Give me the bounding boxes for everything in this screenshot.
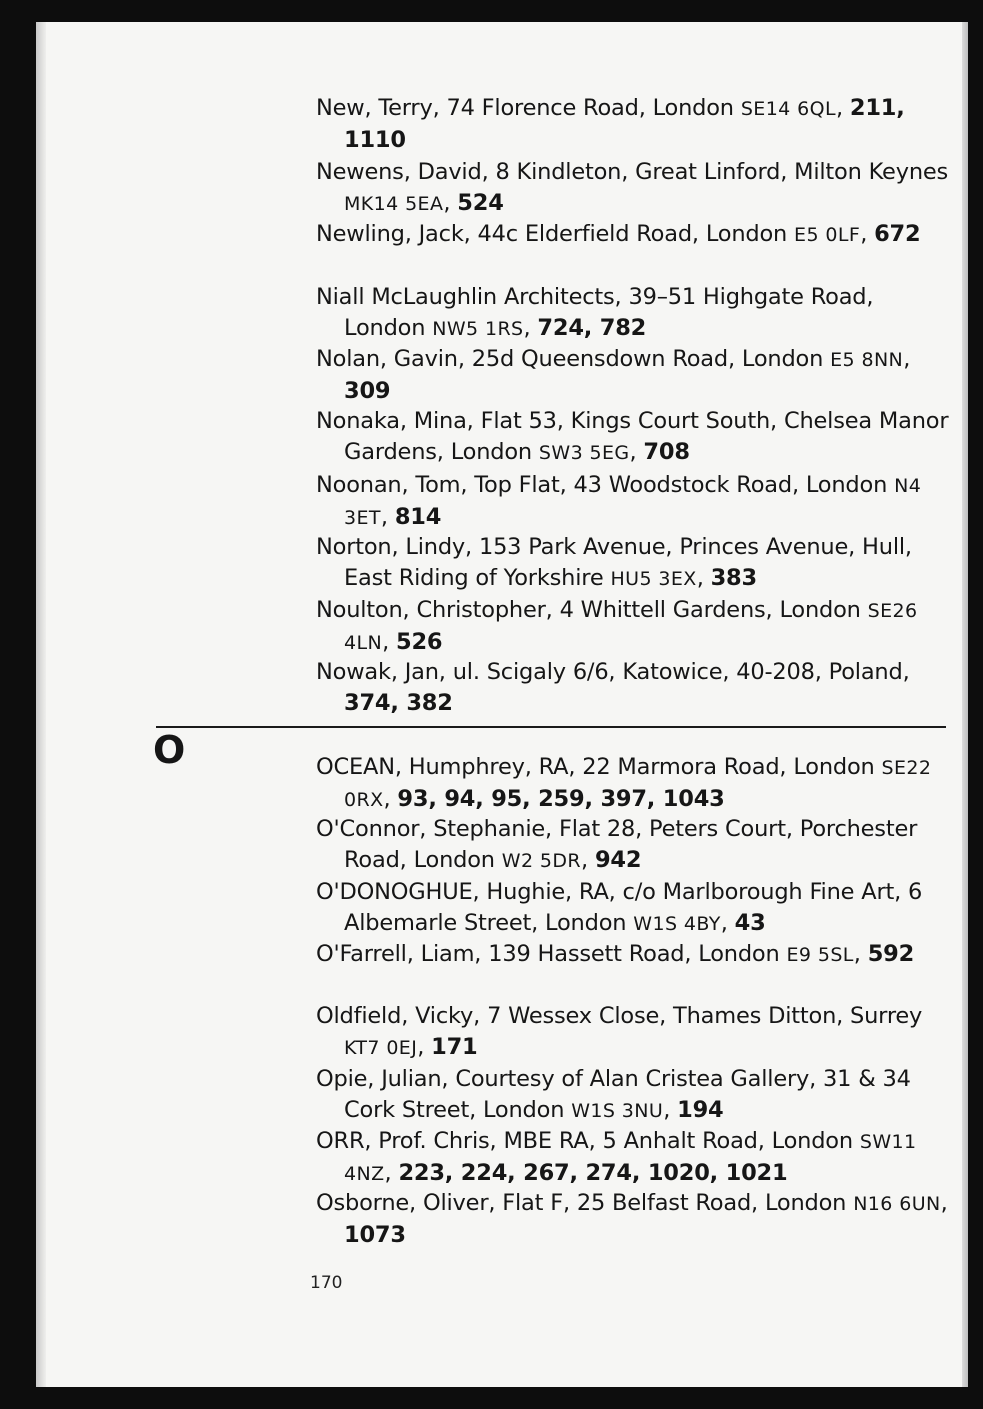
index-entry: Nonaka, Mina, Flat 53, Kings Court South, Chelsea Manor Gardens, London SW3 5EG, 708 — [316, 408, 949, 465]
entry-text: O'Connor, Stephanie, Flat 28, Peters Court, Porchester Road, London — [316, 816, 918, 873]
entry-postcode: W2 5DR — [501, 850, 582, 872]
index-entry: O'DONOGHUE, Hughie, RA, c/o Marlborough Fine Art, 6 Albemarle Street, London W1S 4BY, 43 — [316, 879, 923, 936]
index-entry: O'Connor, Stephanie, Flat 28, Peters Court, Porchester Road, London W2 5DR, 942 — [316, 816, 918, 873]
entry-text: Osborne, Oliver, Flat F, 25 Belfast Road, London — [316, 1190, 854, 1216]
index-entry: Newling, Jack, 44c Elderfield Road, London E5 0LF, 672 — [316, 221, 921, 247]
entry-text: Oldfield, Vicky, 7 Wessex Close, Thames Ditton, Surrey — [316, 1003, 923, 1029]
entry-text: Newens, David, 8 Kindleton, Great Linford, Milton Keynes — [316, 159, 949, 185]
entry-pages: 171 — [431, 1034, 478, 1060]
entry-postcode: SW11 4NZ — [344, 1131, 917, 1185]
entry-text: ORR, Prof. Chris, MBE RA, 5 Anhalt Road, London — [316, 1128, 860, 1154]
index-entry: Oldfield, Vicky, 7 Wessex Close, Thames Ditton, Surrey KT7 0EJ, 171 — [316, 1003, 923, 1060]
entry-text: Noonan, Tom, Top Flat, 43 Woodstock Road, London — [316, 472, 895, 498]
entry-postcode: SE14 6QL — [740, 98, 836, 120]
entry-text: New, Terry, 74 Florence Road, London — [316, 95, 741, 121]
index-entry: O'Farrell, Liam, 139 Hassett Road, London E9 5SL, 592 — [316, 941, 915, 967]
section-divider — [156, 726, 946, 728]
entry-postcode: SE22 0RX — [344, 757, 932, 811]
entry-text: O'DONOGHUE, Hughie, RA, c/o Marlborough Fine Art, 6 Albemarle Street, London — [316, 879, 923, 936]
entry-pages: 942 — [594, 847, 642, 873]
entry-text: OCEAN, Humphrey, RA, 22 Marmora Road, London — [316, 754, 882, 780]
index-entry: Nolan, Gavin, 25d Queensdown Road, London E5 8NN, 309 — [316, 346, 911, 404]
index-entry: Nowak, Jan, ul. Scigaly 6/6, Katowice, 40-208, Poland, 374, 382 — [316, 659, 910, 716]
index-entry: Noulton, Christopher, 4 Whittell Gardens, London SE26 4LN, 526 — [316, 597, 918, 655]
entry-pages: 309 — [344, 378, 391, 404]
entry-postcode: E5 8NN — [830, 349, 904, 371]
page-number: 170 — [310, 1273, 343, 1293]
entry-pages: 383 — [710, 565, 757, 591]
entry-text: Noulton, Christopher, 4 Whittell Gardens, London — [316, 597, 868, 623]
entry-postcode: MK14 5EA — [344, 193, 444, 215]
entry-postcode: SE26 4LN — [344, 600, 918, 654]
entry-pages: 43 — [734, 910, 766, 936]
entry-pages: 524 — [457, 190, 504, 216]
entry-postcode: W1S 3NU — [571, 1100, 664, 1122]
index-entry: Noonan, Tom, Top Flat, 43 Woodstock Road, London N4 3ET, 814 — [316, 472, 922, 530]
index-entry: Osborne, Oliver, Flat F, 25 Belfast Road, London N16 6UN, 1073 — [316, 1190, 948, 1248]
entry-postcode: KT7 0EJ — [344, 1037, 418, 1059]
entry-pages: 724, 782 — [537, 315, 647, 341]
entry-postcode: E5 0LF — [794, 224, 861, 246]
entry-pages: 672 — [874, 221, 921, 247]
entry-text: Niall McLaughlin Architects, 39–51 Highgate Road, London — [316, 284, 874, 341]
section-letter: O — [153, 728, 186, 772]
entry-text: Nolan, Gavin, 25d Queensdown Road, London — [316, 346, 831, 372]
entry-pages: 1073 — [344, 1222, 406, 1248]
entry-postcode: N4 3ET — [344, 475, 922, 529]
entry-pages: 374, 382 — [344, 690, 453, 716]
entry-text: Newling, Jack, 44c Elderfield Road, London — [316, 221, 795, 247]
entry-pages: 211, 1110 — [344, 95, 905, 153]
index-entry: Opie, Julian, Courtesy of Alan Cristea Gallery, 31 & 34 Cork Street, London W1S 3NU, 194 — [316, 1066, 911, 1123]
index-entry: New, Terry, 74 Florence Road, London SE14 6QL, 211, 1110 — [316, 95, 905, 153]
entry-postcode: W1S 4BY — [633, 913, 721, 935]
entry-postcode: SW3 5EG — [538, 442, 630, 464]
entry-text: O'Farrell, Liam, 139 Hassett Road, London — [316, 941, 787, 967]
index-entry: OCEAN, Humphrey, RA, 22 Marmora Road, London SE22 0RX, 93, 94, 95, 259, 397, 1043 — [316, 754, 932, 812]
entry-pages: 194 — [677, 1097, 724, 1123]
entry-postcode: E9 5SL — [786, 944, 854, 966]
entry-text: Opie, Julian, Courtesy of Alan Cristea Gallery, 31 & 34 Cork Street, London — [316, 1066, 911, 1123]
entry-pages: 93, 94, 95, 259, 397, 1043 — [397, 786, 725, 812]
index-entry: Norton, Lindy, 153 Park Avenue, Princes Avenue, Hull, East Riding of Yorkshire HU5 3EX, 383 — [316, 534, 912, 591]
index-entry: Newens, David, 8 Kindleton, Great Linford, Milton Keynes MK14 5EA, 524 — [316, 159, 949, 216]
entry-text: Nonaka, Mina, Flat 53, Kings Court South, Chelsea Manor Gardens, London — [316, 408, 949, 465]
entry-pages: 526 — [396, 629, 443, 655]
entry-text: Norton, Lindy, 153 Park Avenue, Princes Avenue, Hull, East Riding of Yorkshire — [316, 534, 912, 591]
page-edge — [962, 22, 968, 1387]
entry-pages: 814 — [394, 504, 442, 530]
page-gutter-shadow — [36, 22, 46, 1387]
entry-pages: 592 — [867, 941, 915, 967]
entry-postcode: HU5 3EX — [610, 568, 697, 590]
index-entry: Niall McLaughlin Architects, 39–51 Highgate Road, London NW5 1RS, 724, 782 — [316, 284, 874, 341]
entry-postcode: NW5 1RS — [432, 318, 524, 340]
entry-postcode: N16 6UN — [853, 1193, 941, 1215]
index-entry: ORR, Prof. Chris, MBE RA, 5 Anhalt Road, London SW11 4NZ, 223, 224, 267, 274, 1020, 1021 — [316, 1128, 917, 1186]
entry-text: Nowak, Jan, ul. Scigaly 6/6, Katowice, 40-208, Poland — [316, 659, 903, 685]
entry-pages: 223, 224, 267, 274, 1020, 1021 — [398, 1160, 788, 1186]
entry-pages: 708 — [643, 439, 690, 465]
